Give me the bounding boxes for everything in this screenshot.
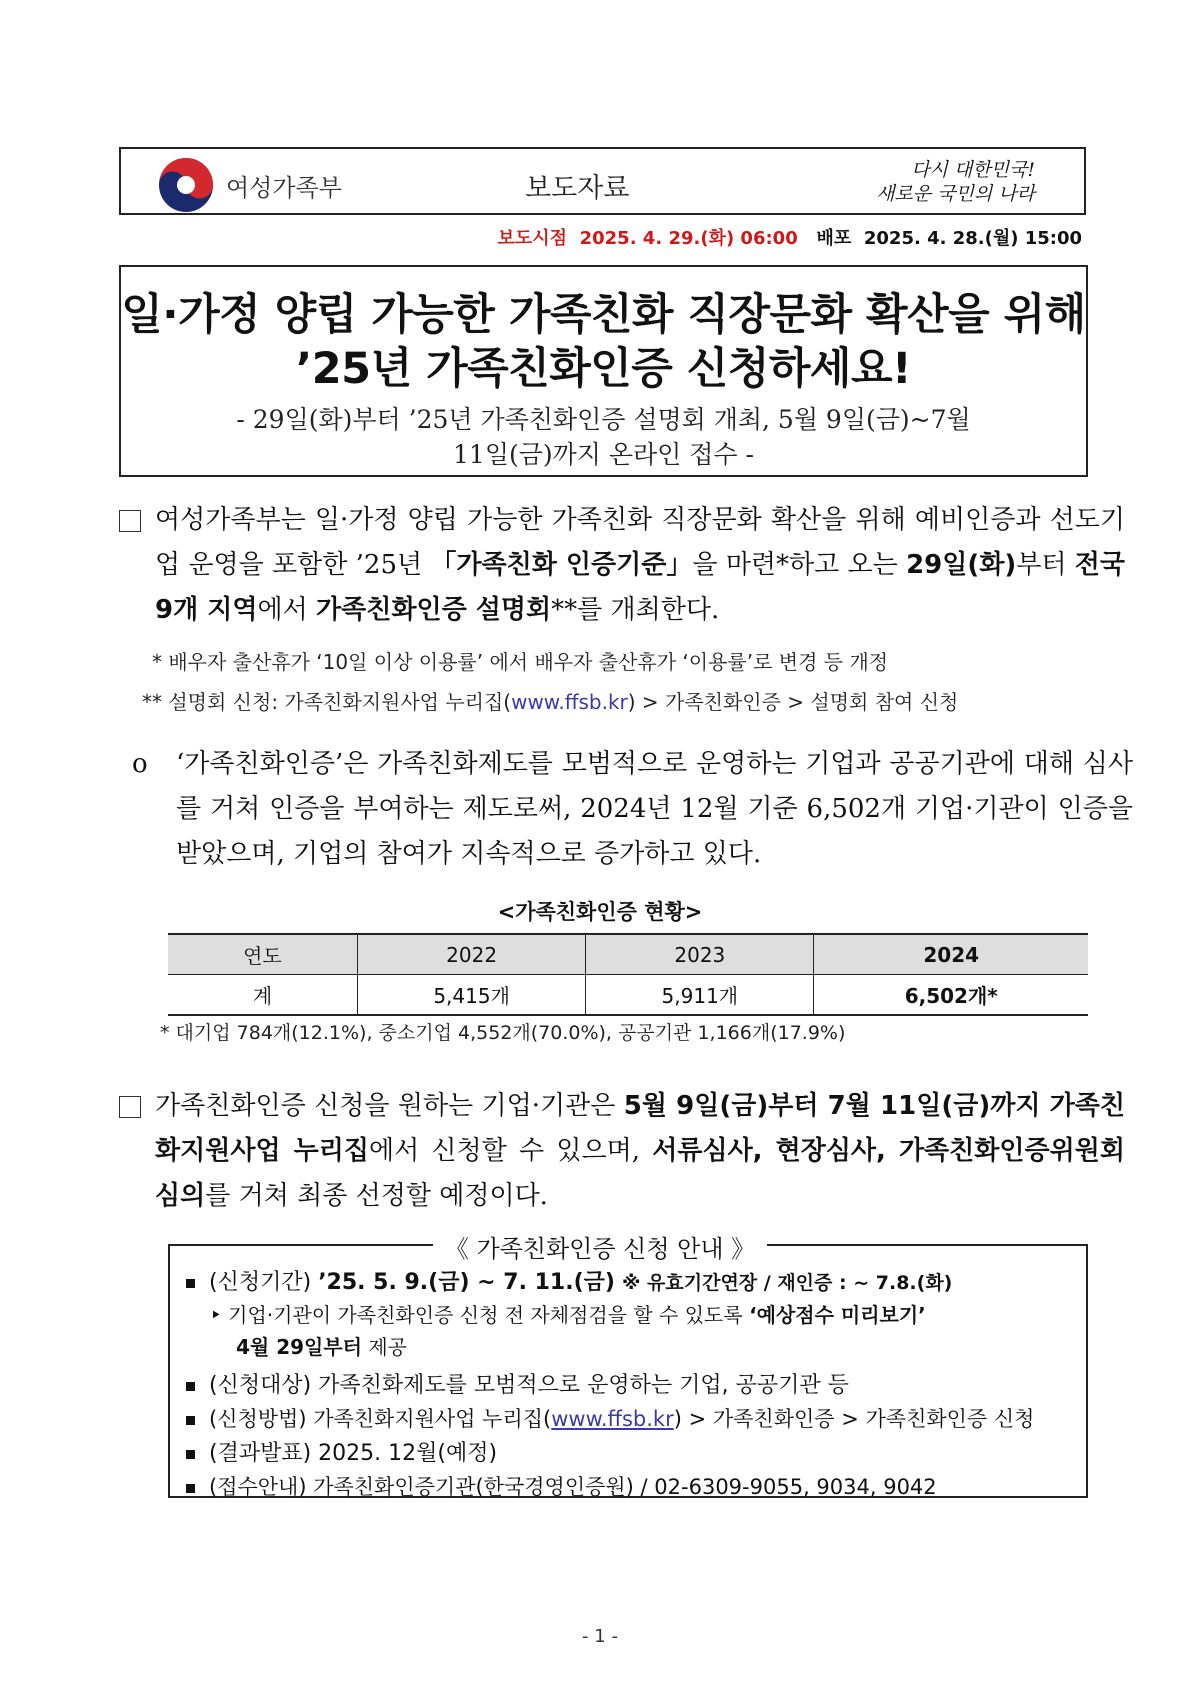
guide-target: (신청대상) 가족친화제도를 모범적으로 운영하는 기업, 공공기관 등 (186, 1369, 849, 1402)
square-bullet-icon (186, 1450, 195, 1459)
government-logo-icon (156, 155, 216, 215)
guide-period: (신청기간) ’25. 5. 9.(금) ~ 7. 11.(금) ※ 유효기간연장 / 재인증 : ~ 7.8.(화) (186, 1266, 952, 1300)
title-box (119, 265, 1088, 477)
page-number: - 1 - (582, 1626, 618, 1647)
doc-type: 보도자료 (525, 173, 630, 204)
ffsb-link[interactable]: www.ffsb.kr (511, 690, 628, 714)
paragraph-2: o ‘가족친화인증’은 가족친화제도를 모범적으로 운영하는 기업과 공공기관에 대해 심사를 거쳐 인증을 부여하는 제도로써, 2024년 12월 기준 6,502개 기업·기관이 인증을 받았으며, 기업의 참여가 지속적으로 증가하고 있다. (132, 742, 1133, 877)
table-cell: 계 (168, 975, 358, 1016)
checkbox-bullet-icon (119, 510, 141, 532)
circle-bullet: o (132, 749, 148, 779)
guide-sub-2: 4월 29일부터 제공 (236, 1335, 407, 1359)
certification-status-table (168, 933, 1088, 1016)
table-header-row (168, 934, 1088, 975)
table-header-cell: 2024 (814, 934, 1088, 975)
guide-title: 《 가족친화인증 신청 안내 》 (0, 1229, 1200, 1264)
footnote-2: ** 설명회 신청: 가족친화지원사업 누리집(www.ffsb.kr) > 가족친화인증 > 설명회 참여 신청 (142, 690, 959, 714)
subtitle-line-1: - 29일(화)부터 ’25년 가족친화인증 설명회 개최, 5월 9일(금)~7월 (236, 405, 971, 434)
guide-method: (신청방법) 가족친화지원사업 누리집(www.ffsb.kr) > 가족친화인증 > 가족친화인증 신청 (186, 1403, 1034, 1436)
table-cell: 5,911개 (586, 975, 814, 1016)
ministry-name: 여성가족부 (226, 174, 342, 202)
square-bullet-icon (186, 1416, 195, 1425)
table-header-cell: 2022 (358, 934, 586, 975)
guide-contact: (접수안내) 가족친화인증기관(한국경영인증원) / 02-6309-9055, 9034, 9042 (186, 1471, 937, 1504)
guide-result: (결과발표) 2025. 12월(예정) (186, 1437, 497, 1470)
checkbox-bullet-icon (119, 1096, 141, 1118)
subtitle-line-2: 11일(금)까지 온라인 접수 - (453, 440, 754, 469)
table-header-cell: 2023 (586, 934, 814, 975)
embargo-time: 2025. 4. 29.(화) 06:00 (579, 228, 798, 249)
table-cell: 6,502개* (814, 975, 1088, 1016)
subtitle (121, 402, 1086, 472)
square-bullet-icon (186, 1279, 195, 1288)
embargo-label: 보도시점 (497, 228, 568, 249)
headline-line-2: ’25년 가족친화인증 신청하세요! (295, 344, 912, 394)
ffsb-link[interactable]: www.ffsb.kr (551, 1407, 674, 1431)
guide-sub-1: ‣ 기업·기관이 가족친화인증 신청 전 자체점검을 할 수 있도록 ‘예상점수 미리보기’ (210, 1303, 926, 1327)
slogan (825, 158, 1035, 206)
table-header-cell: 연도 (168, 934, 358, 975)
square-bullet-icon (186, 1484, 195, 1493)
table-row (168, 975, 1088, 1016)
slogan-line-2: 새로운 국민의 나라 (876, 183, 1035, 205)
table-note: * 대기업 784개(12.1%), 중소기업 4,552개(70.0%), 공공기관 1,166개(17.9%) (160, 1022, 846, 1044)
paragraph-3: 가족친화인증 신청을 원하는 기업·기관은 5월 9일(금)부터 7월 11일(금)까지 가족친화지원사업 누리집에서 신청할 수 있으며, 서류심사, 현장심사, 가족친화인증위원회 심의를 거쳐 최종 선정할 예정이다. (119, 1084, 1125, 1219)
footnote-1: * 배우자 출산휴가 ‘10일 이상 이용률’ 에서 배우자 출산휴가 ‘이용률’로 변경 등 개정 (152, 650, 889, 674)
table-cell: 5,415개 (358, 975, 586, 1016)
dist-time: 2025. 4. 28.(월) 15:00 (863, 228, 1082, 249)
paragraph-1: 여성가족부는 일·가정 양립 가능한 가족친화 직장문화 확산을 위해 예비인증과 선도기업 운영을 포함한 ’25년 「가족친화 인증기준」을 마련*하고 오는 29일(화)부터 전국 9개 지역에서 가족친화인증 설명회**를 개최한다. (119, 498, 1125, 633)
slogan-line-1: 다시 대한민국! (911, 159, 1035, 181)
headline-line-1: 일·가정 양립 가능한 가족친화 직장문화 확산을 위해 (121, 290, 1086, 340)
table-title: <가족친화인증 현황> (497, 900, 703, 924)
dist-label: 배포 (816, 228, 852, 249)
square-bullet-icon (186, 1382, 195, 1391)
release-info (498, 224, 1083, 250)
